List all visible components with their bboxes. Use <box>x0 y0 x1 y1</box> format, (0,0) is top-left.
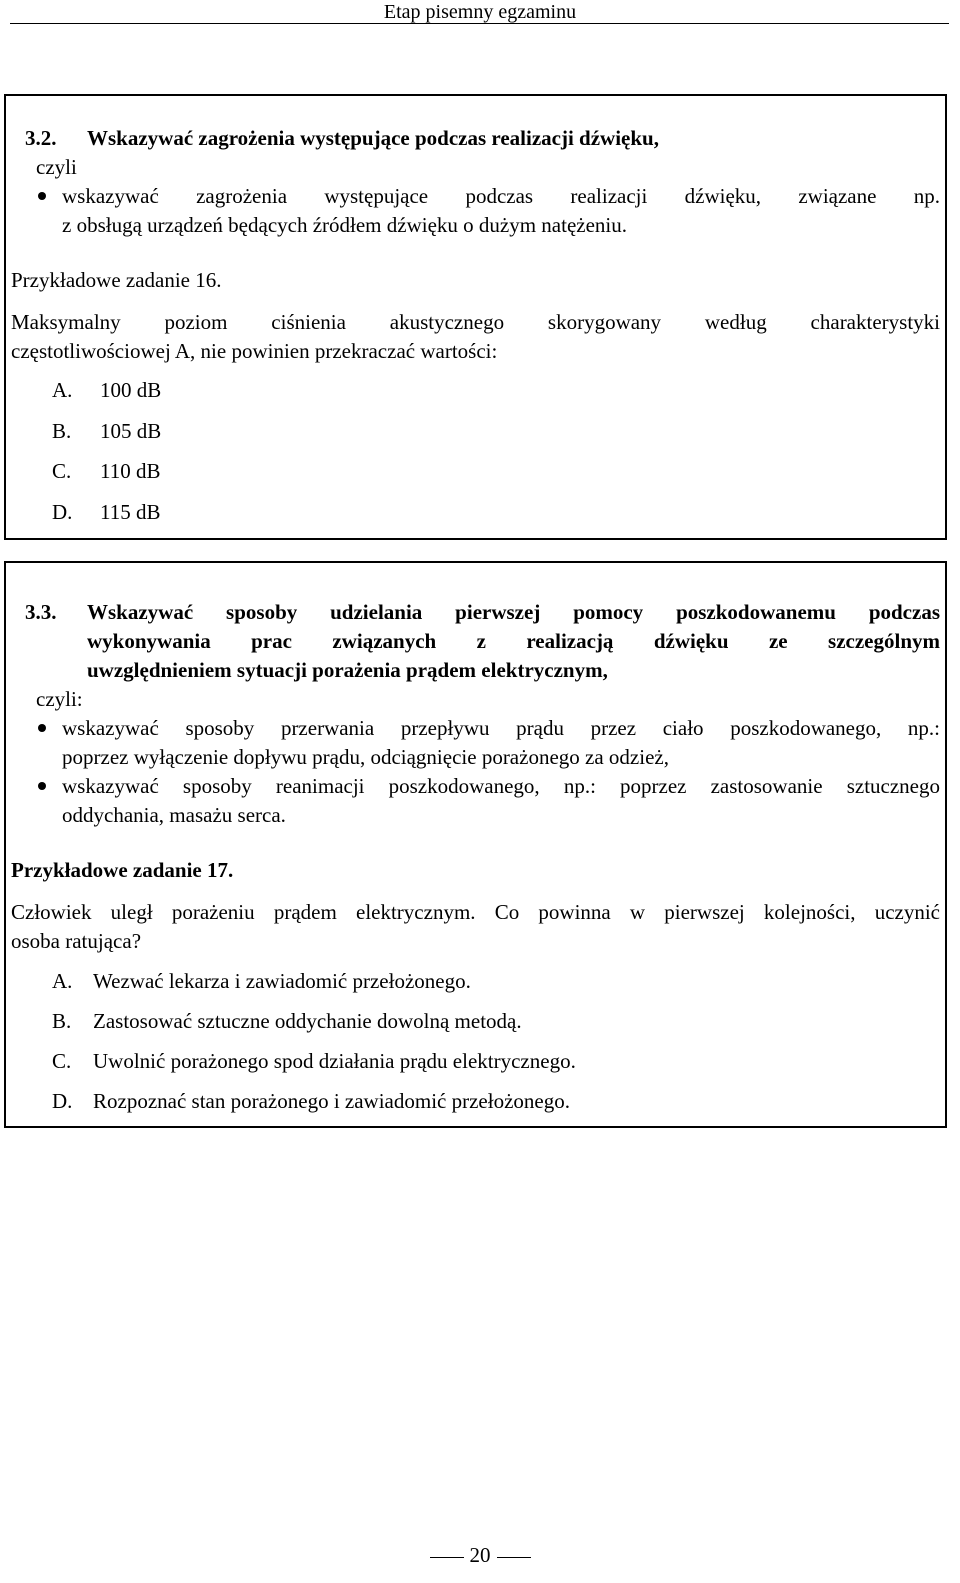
option-text: 105 dB <box>100 419 162 443</box>
bullet-icon <box>38 724 46 732</box>
bullet-text-line: wskazywać sposoby przerwania przepływu prądu przez ciało poszkodowanego, np.: <box>62 716 940 740</box>
question-line: Człowiek uległ porażeniu prądem elektrycznym. Co powinna w pierwszej kolejności, uczynić <box>11 900 940 924</box>
header-rule <box>10 23 949 24</box>
page-number-value: 20 <box>469 1543 491 1567</box>
section-title-line: uwzględnieniem sytuacji porażenia prądem elektrycznym, <box>87 658 608 682</box>
option-letter: B. <box>52 1009 72 1033</box>
question-line: częstotliwościowej A, nie powinien przekraczać wartości: <box>11 339 498 363</box>
section-number: 3.3. <box>25 600 57 624</box>
example-title: Przykładowe zadanie 16. <box>11 268 222 292</box>
bullet-icon <box>38 192 46 200</box>
section-title: Wskazywać zagrożenia występujące podczas realizacji dźwięku, <box>87 126 659 150</box>
czyli-label: czyli: <box>36 687 83 711</box>
option-text: 115 dB <box>100 500 161 524</box>
bullet-text-line: oddychania, masażu serca. <box>62 803 286 827</box>
option-text: Zastosować sztuczne oddychanie dowolną metodą. <box>93 1009 522 1033</box>
page-number-dash <box>430 1557 464 1558</box>
bullet-text-line: wskazywać zagrożenia występujące podczas realizacji dźwięku, związane np. <box>62 184 940 208</box>
option-letter: A. <box>52 969 73 993</box>
option-text: Wezwać lekarza i zawiadomić przełożonego. <box>93 969 471 993</box>
section-title-line: wykonywania prac związanych z realizacją dźwięku ze szczególnym <box>87 629 940 653</box>
option-letter: D. <box>52 1089 73 1113</box>
question-line: osoba ratująca? <box>11 929 142 953</box>
option-letter: A. <box>52 378 73 402</box>
option-letter: B. <box>52 419 72 443</box>
option-letter: C. <box>52 459 72 483</box>
running-header: Etap pisemny egzaminu <box>383 1 577 23</box>
option-letter: C. <box>52 1049 72 1073</box>
option-text: 110 dB <box>100 459 161 483</box>
question-line: Maksymalny poziom ciśnienia akustycznego skorygowany według charakterystyki <box>11 310 940 334</box>
option-text: Uwolnić porażonego spod działania prądu elektrycznego. <box>93 1049 576 1073</box>
example-title: Przykładowe zadanie 17. <box>11 858 234 882</box>
section-title-line: Wskazywać sposoby udzielania pierwszej pomocy poszkodowanemu podczas <box>87 600 940 624</box>
page-number <box>0 1542 960 1568</box>
option-text: Rozpoznać stan porażonego i zawiadomić przełożonego. <box>93 1089 570 1113</box>
page-number-dash <box>497 1557 531 1558</box>
option-letter: D. <box>52 500 73 524</box>
bullet-text-line: z obsługą urządzeń będących źródłem dźwięku o dużym natężeniu. <box>62 213 628 237</box>
option-text: 100 dB <box>100 378 162 402</box>
bullet-text-line: wskazywać sposoby reanimacji poszkodowanego, np.: poprzez zastosowanie sztucznego <box>62 774 940 798</box>
bullet-text-line: poprzez wyłączenie dopływu prądu, odciągnięcie porażonego za odzież, <box>62 745 669 769</box>
bullet-icon <box>38 782 46 790</box>
section-number: 3.2. <box>25 126 57 150</box>
czyli-label: czyli <box>36 155 77 179</box>
